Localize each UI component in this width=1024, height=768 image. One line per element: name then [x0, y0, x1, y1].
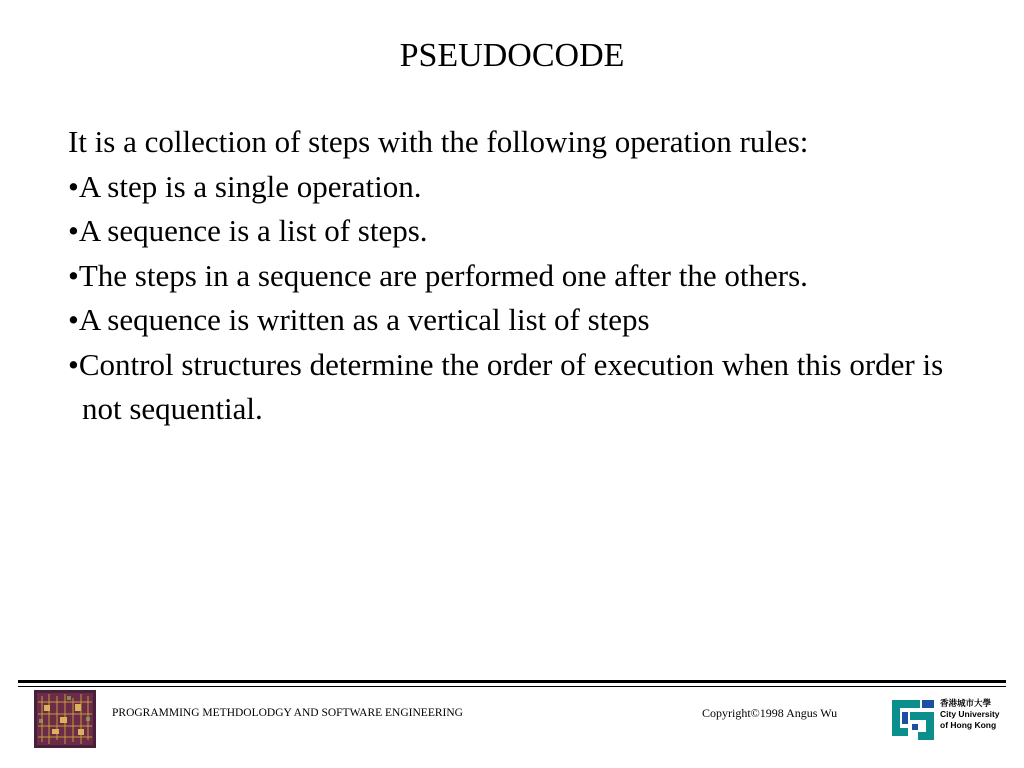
slide-body — [68, 120, 988, 432]
slide-title: PSEUDOCODE — [399, 37, 625, 74]
intro-line: It is a collection of steps with the following operation rules: — [68, 124, 809, 159]
bullet-item-5: •Control structures determine the order of execution when this order is not sequential. — [68, 346, 944, 426]
circuit-chip-image — [34, 690, 96, 748]
logo-wordmark — [940, 698, 1012, 731]
logo-english-name-2: of Hong Kong — [940, 720, 997, 730]
bullet-item-4: •A sequence is written as a vertical list of steps — [68, 302, 650, 337]
logo-english-name-1: City University — [940, 709, 1000, 719]
footer-divider-thick — [18, 680, 1006, 683]
bullet-item-2: •A sequence is a list of steps. — [68, 213, 428, 248]
footer-divider-thin — [18, 686, 1006, 687]
bullet-item-3: •The steps in a sequence are performed one after the others. — [68, 257, 808, 293]
course-title: PROGRAMMING METHDOLODGY AND SOFTWARE ENGINEERING — [112, 707, 463, 719]
bullet-item-1: •A step is a single operation. — [68, 168, 422, 204]
logo-chinese-name: 香港城市大學 — [940, 698, 992, 708]
copyright-notice: Copyright©1998 Angus Wu — [702, 706, 838, 720]
cityu-emblem-icon — [888, 694, 938, 744]
university-logo — [888, 694, 1012, 744]
